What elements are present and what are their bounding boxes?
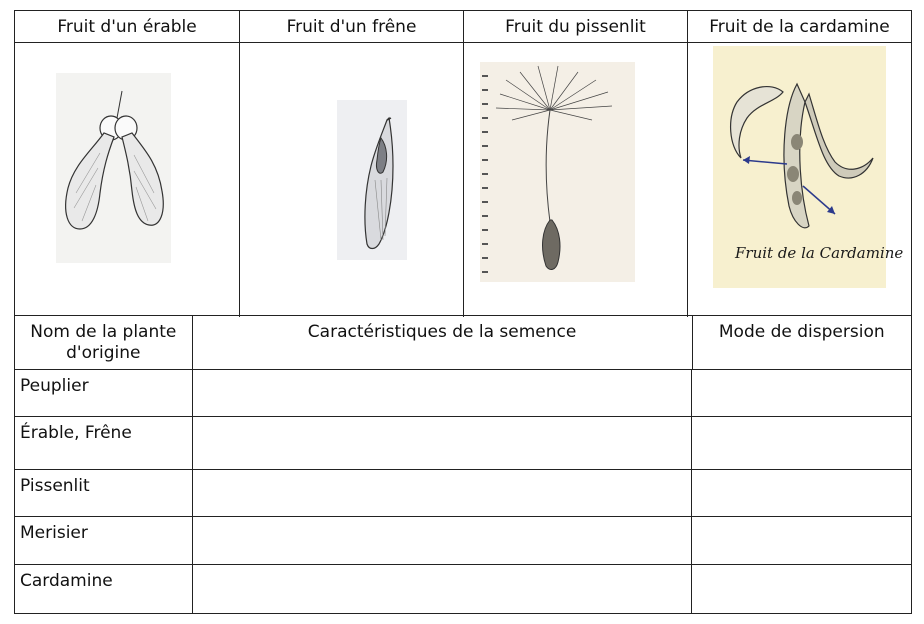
dispersion-mode-cell[interactable] — [692, 565, 911, 613]
dandelion-achene-drawing — [480, 62, 635, 282]
ash-samara-drawing — [337, 100, 407, 260]
ash-fruit-cell — [240, 43, 464, 317]
cardamine-fruit-cell — [688, 43, 911, 317]
table-row — [15, 517, 911, 565]
seed-characteristics-cell[interactable] — [193, 370, 693, 416]
dispersion-mode-cell[interactable] — [692, 517, 911, 564]
header-dandelion-fruit: Fruit du pissenlit — [464, 11, 688, 42]
header-dispersion-mode: Mode de dispersion — [718, 322, 885, 342]
table-row — [15, 470, 911, 517]
fruit-header-row — [15, 11, 911, 43]
dispersion-mode-cell[interactable] — [692, 370, 911, 416]
plant-name-cell: Pissenlit — [15, 470, 193, 516]
plant-name-cell: Cardamine — [15, 565, 193, 613]
cardamine-pod-drawing — [713, 46, 904, 288]
fruit-image-row — [15, 43, 911, 317]
header-cardamine-fruit: Fruit de la cardamine — [709, 16, 890, 37]
plant-name-cell: Peuplier — [15, 370, 193, 416]
dispersion-mode-cell[interactable] — [692, 470, 911, 516]
cardamine-caption: Fruit de la Cardamine — [735, 244, 904, 262]
plant-name-cell: Érable, Frêne — [15, 417, 193, 469]
seed-characteristics-cell[interactable] — [193, 565, 693, 613]
seed-characteristics-cell[interactable] — [193, 517, 693, 564]
dispersion-mode-cell[interactable] — [692, 417, 911, 469]
header-plant-name: Nom de la plante d'origine — [15, 316, 193, 369]
header-maple-fruit: Fruit d'un érable — [15, 11, 240, 42]
maple-fruit-cell — [15, 43, 240, 317]
header-seed-characteristics: Caractéristiques de la semence — [193, 316, 693, 369]
table-row — [15, 370, 911, 417]
seed-dispersion-table — [14, 316, 912, 614]
maple-samara-drawing — [56, 73, 171, 263]
plant-name-cell: Merisier — [15, 517, 193, 564]
seed-characteristics-cell[interactable] — [193, 417, 693, 469]
table-header-row — [15, 316, 911, 370]
seed-characteristics-cell[interactable] — [193, 470, 693, 516]
table-row — [15, 565, 911, 613]
header-ash-fruit: Fruit d'un frêne — [240, 11, 464, 42]
fruit-images-table — [14, 10, 912, 316]
table-row — [15, 417, 911, 470]
dandelion-fruit-cell — [464, 43, 688, 317]
